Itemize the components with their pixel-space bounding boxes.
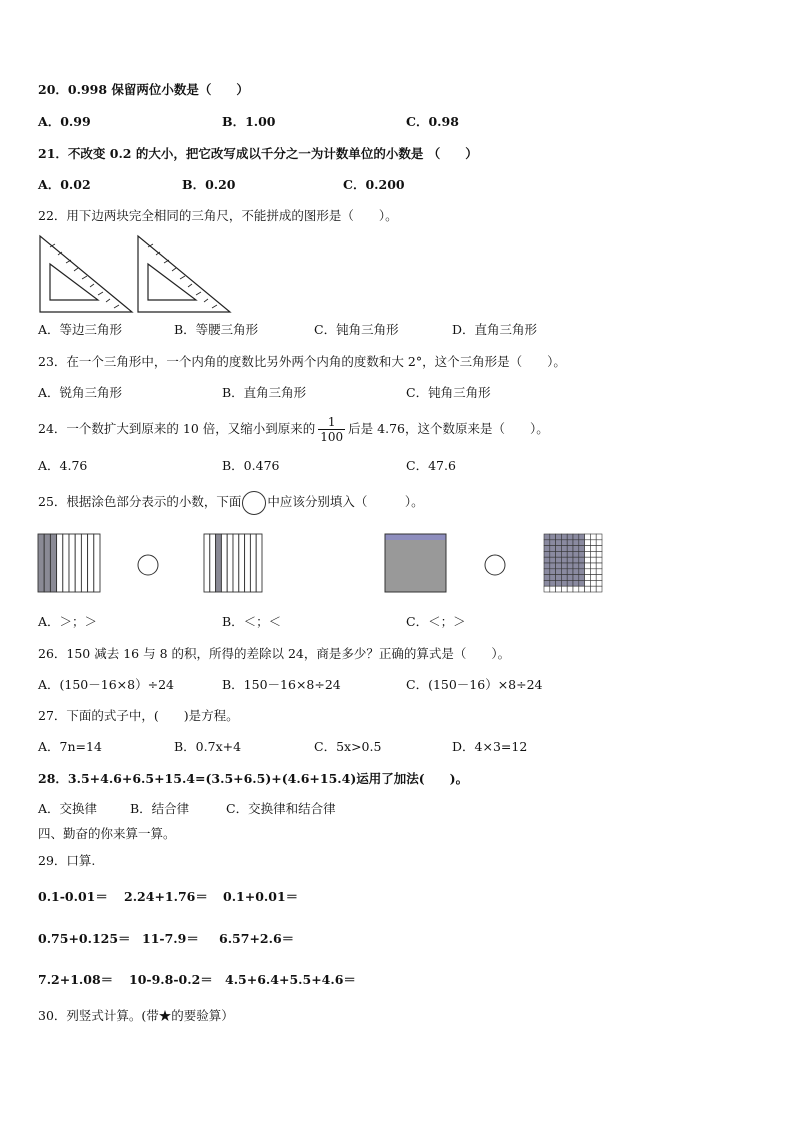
grid-cell bbox=[585, 586, 591, 592]
q25-stem-after: 中应该分别填入（ ）。 bbox=[267, 494, 424, 509]
question-22-stem: 22．用下边两块完全相同的三角尺，不能拼成的图形是（ ）。 bbox=[38, 208, 398, 223]
circle-placeholder-icon bbox=[242, 491, 266, 515]
grid-cell bbox=[596, 580, 602, 586]
question-25-stem bbox=[38, 490, 424, 515]
grid-cell bbox=[590, 557, 596, 563]
q25-option-b: B．＜；＜ bbox=[222, 614, 282, 629]
tenths-strip bbox=[69, 534, 75, 592]
q24-stem-after: 后是 4.76，这个数原来是（ ）。 bbox=[348, 421, 549, 436]
q28-option-a: A．交换律 bbox=[38, 801, 98, 816]
grid-cell bbox=[561, 580, 567, 586]
grid-cell bbox=[585, 551, 591, 557]
grid-cell bbox=[590, 546, 596, 552]
question-21-stem: 21．不改变 0.2 的大小，把它改写成以千分之一为计数单位的小数是 （ ） bbox=[38, 146, 478, 161]
tenths-strip bbox=[81, 534, 87, 592]
q23-option-b: B．直角三角形 bbox=[222, 385, 307, 400]
grid-cell bbox=[596, 569, 602, 575]
question-23-stem: 23．在一个三角形中，一个内角的度数比另外两个内角的度数和大 2°，这个三角形是（ ）。 bbox=[38, 354, 566, 369]
question-26-stem: 26．150 减去 16 与 8 的积，所得的差除以 24，商是多少？正确的算式是（ ）。 bbox=[38, 646, 511, 661]
mental-math-item: 0.75+0.125＝ bbox=[38, 931, 131, 946]
grid-cell bbox=[585, 580, 591, 586]
tenths-strip bbox=[245, 534, 251, 592]
grid-cell bbox=[590, 551, 596, 557]
tenths-strip bbox=[227, 534, 233, 592]
grid-cell bbox=[596, 563, 602, 569]
grid-cell bbox=[573, 534, 579, 540]
q28-option-c: C．交换律和结合律 bbox=[226, 801, 336, 816]
grid-cell bbox=[579, 551, 585, 557]
mental-math-item: 11-7.9＝ bbox=[142, 931, 199, 946]
grid-cell bbox=[567, 534, 573, 540]
grid-cell bbox=[579, 569, 585, 575]
grid-cell bbox=[556, 551, 562, 557]
set-square-figure bbox=[38, 234, 232, 314]
grid-cell bbox=[544, 569, 550, 575]
grid-cell bbox=[544, 557, 550, 563]
grid-cell bbox=[585, 575, 591, 581]
grid-cell bbox=[561, 563, 567, 569]
grid-cell bbox=[573, 563, 579, 569]
grid-cell bbox=[550, 551, 556, 557]
grid-cell bbox=[590, 586, 596, 592]
grid-cell bbox=[596, 586, 602, 592]
grid-cell bbox=[596, 534, 602, 540]
grid-cell bbox=[544, 546, 550, 552]
q23-option-c: C．钝角三角形 bbox=[406, 385, 491, 400]
q24-option-b: B．0.476 bbox=[222, 458, 280, 473]
tenths-bar-left bbox=[38, 534, 100, 592]
grid-cell bbox=[550, 557, 556, 563]
q27-option-b: B．0.7x+4 bbox=[174, 739, 242, 754]
question-20-stem: 20．0.998 保留两位小数是（ ） bbox=[38, 82, 249, 97]
mental-math-item: 10-9.8-0.2＝ bbox=[129, 972, 213, 987]
grid-cell bbox=[579, 575, 585, 581]
grid-cell bbox=[590, 575, 596, 581]
q25-option-a: A．＞；＞ bbox=[38, 614, 98, 629]
q22-option-a: A．等边三角形 bbox=[38, 322, 123, 337]
grid-cell bbox=[579, 586, 585, 592]
tenths-strip bbox=[94, 534, 100, 592]
tenths-strip bbox=[216, 534, 222, 592]
q22-option-b: B．等腰三角形 bbox=[174, 322, 259, 337]
tenths-strip bbox=[210, 534, 216, 592]
grid-cell bbox=[567, 563, 573, 569]
grid-cell bbox=[585, 557, 591, 563]
q23-option-a: A．锐角三角形 bbox=[38, 385, 123, 400]
grid-cell bbox=[556, 557, 562, 563]
grid-cell bbox=[544, 575, 550, 581]
grid-cell bbox=[585, 546, 591, 552]
grid-cell bbox=[573, 586, 579, 592]
q27-option-c: C．5x>0.5 bbox=[314, 739, 382, 754]
grid-cell bbox=[561, 557, 567, 563]
grid-cell bbox=[579, 557, 585, 563]
mental-math-item: 0.1-0.01＝ bbox=[38, 889, 108, 904]
q22-option-d: D．直角三角形 bbox=[452, 322, 538, 337]
grid-cell bbox=[561, 575, 567, 581]
fraction-denominator: 100 bbox=[320, 430, 344, 444]
q26-option-c: C．(150－16）×8÷24 bbox=[406, 677, 543, 692]
grid-cell bbox=[590, 563, 596, 569]
fraction bbox=[318, 415, 345, 444]
grid-cell bbox=[567, 546, 573, 552]
section-4-heading: 四、勤奋的你来算一算。 bbox=[38, 826, 176, 841]
grid-cell bbox=[556, 534, 562, 540]
grid-cell bbox=[567, 540, 573, 546]
grid-cell bbox=[585, 540, 591, 546]
grid-cell bbox=[596, 546, 602, 552]
q25-stem-before: 25．根据涂色部分表示的小数，下面 bbox=[38, 494, 242, 509]
grid-cell bbox=[544, 551, 550, 557]
mental-math-item: 0.1+0.01＝ bbox=[223, 889, 299, 904]
question-24-stem bbox=[38, 414, 549, 444]
grid-cell bbox=[573, 580, 579, 586]
grid-cell bbox=[585, 569, 591, 575]
grid-cell bbox=[561, 586, 567, 592]
grid-cell bbox=[567, 551, 573, 557]
grid-cell bbox=[579, 540, 585, 546]
q21-option-c: C．0.200 bbox=[343, 177, 405, 192]
grid-cell bbox=[556, 563, 562, 569]
grid-cell bbox=[579, 546, 585, 552]
grid-cell bbox=[596, 575, 602, 581]
grid-cell bbox=[590, 540, 596, 546]
grid-cell bbox=[550, 580, 556, 586]
fraction-numerator: 1 bbox=[318, 415, 345, 430]
tenths-strip bbox=[250, 534, 256, 592]
tenths-strip bbox=[204, 534, 210, 592]
tenths-strip bbox=[38, 534, 44, 592]
grid-cell bbox=[544, 534, 550, 540]
tenths-strip bbox=[239, 534, 245, 592]
shaded-square bbox=[385, 534, 446, 592]
q20-option-c: C．0.98 bbox=[406, 114, 459, 129]
grid-cell bbox=[573, 540, 579, 546]
grid-cell bbox=[544, 563, 550, 569]
tenths-strip bbox=[63, 534, 69, 592]
compare-circle-left bbox=[138, 555, 158, 575]
question-29-stem: 29．口算. bbox=[38, 853, 96, 868]
tenths-strip bbox=[50, 534, 56, 592]
tenths-strip bbox=[88, 534, 94, 592]
hundredths-grid bbox=[544, 534, 602, 592]
grid-cell bbox=[573, 557, 579, 563]
q24-option-c: C．47.6 bbox=[406, 458, 456, 473]
q20-option-b: B．1.00 bbox=[222, 114, 276, 129]
grid-cell bbox=[573, 569, 579, 575]
q28-option-b: B．结合律 bbox=[130, 801, 190, 816]
grid-cell bbox=[567, 580, 573, 586]
grid-cell bbox=[550, 546, 556, 552]
grid-cell bbox=[596, 551, 602, 557]
grid-cell bbox=[550, 586, 556, 592]
grid-cell bbox=[590, 534, 596, 540]
set-square-left bbox=[40, 236, 132, 312]
q21-option-b: B．0.20 bbox=[182, 177, 236, 192]
mental-math-item: 6.57+2.6＝ bbox=[219, 931, 295, 946]
q26-option-b: B．150－16×8÷24 bbox=[222, 677, 341, 692]
grid-cell bbox=[550, 534, 556, 540]
grid-cell bbox=[556, 586, 562, 592]
grid-cell bbox=[561, 551, 567, 557]
compare-circle-right bbox=[485, 555, 505, 575]
grid-cell bbox=[573, 551, 579, 557]
q26-option-a: A．(150－16×8）÷24 bbox=[38, 677, 174, 692]
grid-cell bbox=[567, 569, 573, 575]
grid-cell bbox=[550, 540, 556, 546]
grid-cell bbox=[579, 580, 585, 586]
question-30-stem: 30．列竖式计算。(带★的要验算） bbox=[38, 1008, 234, 1023]
grid-cell bbox=[573, 546, 579, 552]
grid-cell bbox=[579, 534, 585, 540]
grid-cell bbox=[556, 540, 562, 546]
grid-cell bbox=[544, 586, 550, 592]
q21-option-a: A．0.02 bbox=[38, 177, 91, 192]
grid-cell bbox=[567, 586, 573, 592]
grid-cell bbox=[579, 563, 585, 569]
grid-cell bbox=[590, 569, 596, 575]
q22-option-c: C．钝角三角形 bbox=[314, 322, 399, 337]
grid-cell bbox=[596, 557, 602, 563]
grid-cell bbox=[567, 575, 573, 581]
grid-cell bbox=[561, 569, 567, 575]
q27-option-a: A．7n=14 bbox=[38, 739, 102, 754]
tenths-strip bbox=[233, 534, 239, 592]
tenths-strip bbox=[44, 534, 50, 592]
tenths-strip bbox=[75, 534, 81, 592]
question-27-stem: 27．下面的式子中，( )是方程。 bbox=[38, 708, 239, 723]
grid-cell bbox=[590, 580, 596, 586]
mental-math-item: 2.24+1.76＝ bbox=[124, 889, 208, 904]
grid-cell bbox=[573, 575, 579, 581]
grid-cell bbox=[544, 580, 550, 586]
tenths-strip bbox=[57, 534, 63, 592]
grid-cell bbox=[596, 540, 602, 546]
q24-option-a: A．4.76 bbox=[38, 458, 88, 473]
grid-cell bbox=[556, 580, 562, 586]
question-28-stem: 28．3.5+4.6+6.5+15.4=(3.5+6.5)+(4.6+15.4)运用了加法( )。 bbox=[38, 771, 469, 786]
q24-stem-before: 24．一个数扩大到原来的 10 倍，又缩小到原来的 bbox=[38, 421, 316, 436]
q20-option-a: A．0.99 bbox=[38, 114, 91, 129]
grid-cell bbox=[556, 546, 562, 552]
grid-cell bbox=[561, 534, 567, 540]
grid-cell bbox=[556, 569, 562, 575]
grid-cell bbox=[550, 575, 556, 581]
tenths-strip bbox=[256, 534, 262, 592]
q25-option-c: C．＜；＞ bbox=[406, 614, 466, 629]
grid-cell bbox=[567, 557, 573, 563]
grid-cell bbox=[550, 569, 556, 575]
grid-cell bbox=[550, 563, 556, 569]
mental-math-item: 4.5+6.4+5.5+4.6＝ bbox=[225, 972, 356, 987]
tenths-strip bbox=[221, 534, 227, 592]
tenths-bar-right bbox=[204, 534, 262, 592]
set-square-right bbox=[138, 236, 230, 312]
mental-math-item: 7.2+1.08＝ bbox=[38, 972, 114, 987]
grid-cell bbox=[556, 575, 562, 581]
grid-cell bbox=[544, 540, 550, 546]
grid-cell bbox=[585, 534, 591, 540]
grid-cell bbox=[561, 546, 567, 552]
grid-cell bbox=[561, 540, 567, 546]
decimal-shading-figure bbox=[36, 532, 606, 594]
grid-cell bbox=[585, 563, 591, 569]
q27-option-d: D．4×3=12 bbox=[452, 739, 528, 754]
